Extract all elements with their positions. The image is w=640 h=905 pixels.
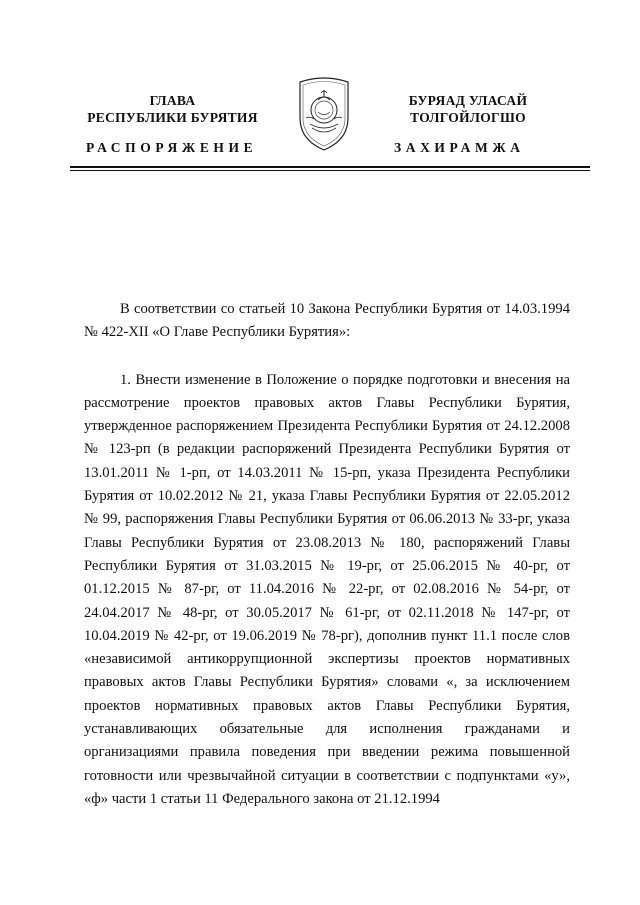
issuer-block-buryat (368, 92, 568, 126)
preamble-paragraph: В соответствии со статьей 10 Закона Республики Бурятия от 14.03.1994 № 422-XII «О Главе Республики Бурятия»: (84, 301, 570, 341)
doctype-russian: РАСПОРЯЖЕНИЕ (86, 140, 258, 155)
issuer-title-line2: РЕСПУБЛИКИ БУРЯТИЯ (87, 110, 258, 125)
coat-of-arms-buryatia-icon (296, 72, 352, 154)
header-divider-thick (70, 166, 590, 168)
issuer-title-buryat-line2: ТОЛГОЙЛОГШО (410, 110, 526, 125)
issuer-title-buryat-line1: БУРЯАД УЛАСАЙ (408, 93, 528, 108)
doctype-buryat: ЗАХИРАМЖА (394, 140, 525, 155)
issuer-block-russian (70, 92, 275, 126)
document-body (84, 298, 570, 811)
issuer-title-line1: ГЛАВА (149, 93, 196, 108)
header-divider-thin (70, 170, 590, 171)
clause-1-paragraph: 1. Внести изменение в Положение о порядке подготовки и внесения на рассмотрение проектов правовых актов Главы Республики Бурятия, утвержденное распоряжением Президента Республики Бурятия от 24.12.2008 № 123-рп (в редакции распоряжений Президента Республики Бурятия от 13.01.2011 № 1-рп, от 14.03.2011 № 15-рп, указа Президента Республики Бурятия от 10.02.2012 № 21, указа Главы Республики Бурятия от 22.05.2012 № 99, распоряжения Главы Республики Бурятия от 06.06.2013 № 33-рг, указа Главы Республики Бурятия от 23.08.2013 № 180, распоряжений Главы Республики Бурятия от 31.03.2015 № 19-рг, от 25.06.2015 № 40-рг, от 01.12.2015 № 87-рг, от 11.04.2016 № 22-рг, от 02.08.2016 № 54-рг, от 24.04.2017 № 48-рг, от 30.05.2017 № 61-рг, от 02.11.2018 № 147-рг, от 10.04.2019 № 42-рг, от 19.06.2019 № 78-рг), дополнив пункт 11.1 после слов «независимой антикоррупционной экспертизы проектов нормативных правовых актов Главы Республики Бурятия» словами «, за исключением проектов нормативных правовых актов Главы Республики Бурятия, устанавливающих обязательные для исполнения гражданами и организациями правила поведения при введении режима повышенной готовности или чрезвычайной ситуации в соответствии с подпунктами «у», «ф» части 1 статьи 11 Федерального закона от 21.12.1994 (84, 371, 570, 807)
